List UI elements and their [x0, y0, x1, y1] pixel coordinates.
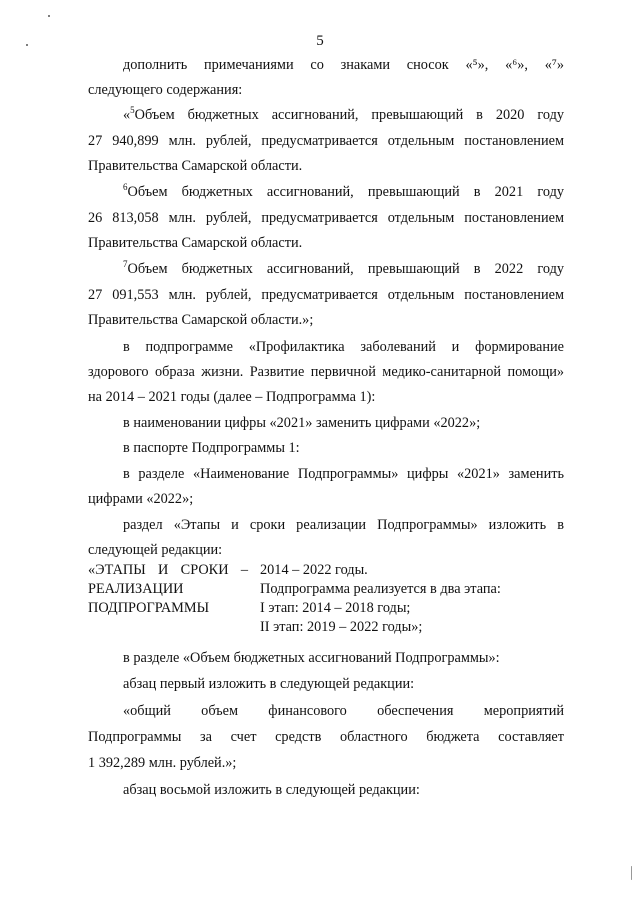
stages-table-label	[88, 561, 248, 618]
footnote-6-line: 26 813,058 млн. рублей, предусматривается отдельным постановлением	[88, 210, 564, 226]
paragraph-line: здорового образа жизни. Развитие первичной медико-санитарной помощи»	[88, 364, 564, 380]
paragraph-line: Подпрограммы за счет средств областного бюджета составляет	[88, 729, 564, 745]
footnote-7-line: $^7$Объем бюджетных ассигнований, превышающий в 2022 году	[123, 259, 564, 277]
footnote-7-line: 27 091,553 млн. рублей, предусматривается отдельным постановлением	[88, 287, 564, 303]
paragraph-line: абзац восьмой изложить в следующей редакции:	[123, 782, 420, 798]
paragraph-line: в паспорте Подпрограммы 1:	[123, 440, 300, 456]
stages-table-value	[260, 561, 560, 637]
footnote-marker: 7	[123, 259, 128, 269]
paragraph-line: на 2014 – 2021 годы (далее – Подпрограмма 1):	[88, 389, 376, 405]
paragraph-line: «общий объем финансового обеспечения мероприятий	[123, 703, 564, 719]
paragraph-line: в наименовании цифры «2021» заменить цифрами «2022»;	[123, 415, 481, 431]
footnote-marker: 5	[130, 105, 135, 115]
footnote-5-line: 27 940,899 млн. рублей, предусматривается отдельным постановлением	[88, 133, 564, 149]
footnote-6-line: Правительства Самарской области.	[88, 235, 303, 251]
paragraph-line: в разделе «Объем бюджетных ассигнований Подпрограммы»:	[123, 650, 500, 666]
paragraph-line: раздел «Этапы и сроки реализации Подпрограммы» изложить в	[123, 517, 564, 533]
footnote-7-line: Правительства Самарской области.»;	[88, 312, 314, 328]
paragraph-line: следующей редакции:	[88, 542, 223, 558]
table-label-line: РЕАЛИЗАЦИИ	[88, 581, 184, 597]
footnote-5-line: «$^5$Объем бюджетных ассигнований, превышающий в 2020 году	[123, 105, 564, 123]
page-number: 5	[316, 33, 324, 49]
table-value-line: II этап: 2019 – 2022 годы»;	[260, 619, 423, 635]
footnote-marker: 6	[123, 182, 128, 192]
scan-speck	[631, 866, 632, 880]
scan-speck	[48, 15, 50, 17]
paragraph-line: в подпрограмме «Профилактика заболеваний и формирование	[123, 339, 564, 355]
table-label-line: «ЭТАПЫ И СРОКИ –	[88, 562, 248, 578]
footnote-5-line: Правительства Самарской области.	[88, 158, 303, 174]
paragraph-line: в разделе «Наименование Подпрограммы» цифры «2021» заменить	[123, 466, 564, 482]
table-value-line: Подпрограмма реализуется в два этапа:	[260, 581, 501, 597]
footnote-6-line: $^6$Объем бюджетных ассигнований, превышающий в 2021 году	[123, 182, 564, 200]
paragraph-line: абзац первый изложить в следующей редакции:	[123, 676, 415, 692]
table-value-line: I этап: 2014 – 2018 годы;	[260, 600, 411, 616]
table-value-line: 2014 – 2022 годы.	[260, 562, 368, 578]
paragraph-line: следующего содержания:	[88, 82, 243, 98]
paragraph-line: дополнить примечаниями со знаками сносок «⁵», «⁶», «⁷»	[123, 57, 564, 73]
paragraph-line: 1 392,289 млн. рублей.»;	[88, 755, 237, 771]
table-label-line: ПОДПРОГРАММЫ	[88, 600, 210, 616]
paragraph-line: цифрами «2022»;	[88, 491, 194, 507]
